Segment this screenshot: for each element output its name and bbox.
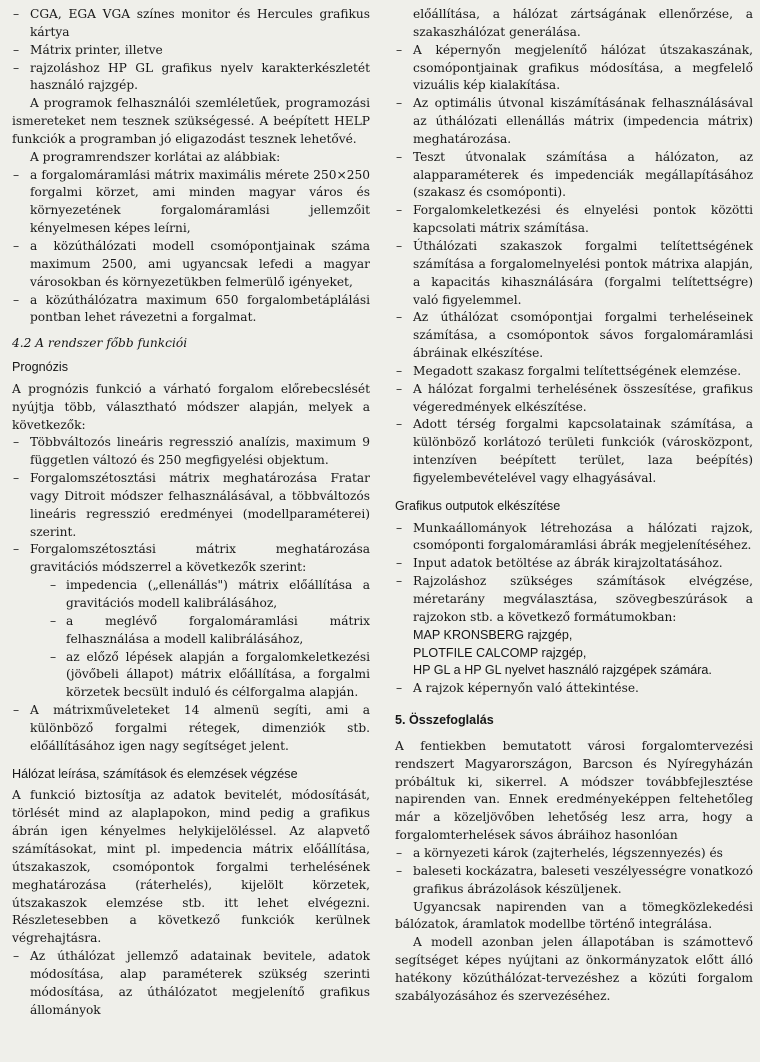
list-item: – Forgalomszétosztási mátrix meghatározása gravitációs módszerrel a következők szerint: xyxy=(12,541,370,577)
format-line: MAP KRONSBERG rajzgép, xyxy=(413,627,573,642)
section-heading: 5. Összefoglalás xyxy=(395,713,494,728)
paragraph: A modell azonban jelen állapotában is számottevő segítséget képes nyújtani az önkormányzatok előtt álló hatékony közúthálózat-tervezéshez a közúti forgalom szabályozásához és szervezéséhez. xyxy=(395,935,753,1003)
list-item: – a közúthálózati modell csomópontjainak száma maximum 2500, ami ugyancsak lefedi a magyar városokban és környezetükben felmerülő igényeket, xyxy=(12,238,370,292)
sub-list-item: – az előző lépések alapján a forgalomkeletkezési (jövőbeli állapot) mátrix előállítása, a forgalmi körzetek becsült induló és célforgalma alapján. xyxy=(12,649,370,703)
list-item: – Forgalomkeletkezési és elnyelési pontok közötti kapcsolati mátrix számítása. xyxy=(395,202,753,238)
paragraph: A prognózis funkció a várható forgalom előrebecslését nyújtja több, választható módszer alapján, melyek a következők: xyxy=(12,381,370,432)
list-item: – Az úthálózat jellemző adatainak bevitele, adatok módosítása, alap paraméterek szükség szerinti módosítása, az úthálózatot megjelenítő grafikus állományok xyxy=(12,948,370,1019)
list-item: – Munkaállományok létrehozása a hálózati rajzok, csomóponti forgalomáramlási ábrák megjelenítéséhez. xyxy=(395,520,753,556)
subsection-title: Grafikus outputok elkészítése xyxy=(395,498,561,513)
right-column xyxy=(395,6,753,1006)
list-item: – rajzoláshoz HP GL grafikus nyelv karakterkészletét használó rajzgép. xyxy=(12,60,370,96)
list-item: – Úthálózati szakaszok forgalmi telítettségének számítása a forgalomelnyelési pontok mátrixa alapján, a kapacitás kihasználására (forgalmi telítettségre) való figyelemmel. xyxy=(395,238,753,309)
subsection-title: Hálózat leírása, számítások és elemzések végzése xyxy=(12,766,298,781)
list-item: – Teszt útvonalak számítása a hálózaton, az alapparaméterek és impedenciák megállapításához (szakasz és csomóponti). xyxy=(395,149,753,203)
paragraph: A programok felhasználói szemléletűek, programozási ismereteket nem tesznek szükségessé. A beépített HELP funkciók a programban jó eligazodást tesznek lehetővé. xyxy=(12,96,370,146)
list-item: – baleseti kockázatra, baleseti veszélyességre vonatkozó grafikus ábrázolások készüljenek. xyxy=(395,863,753,899)
left-column xyxy=(12,6,370,1019)
paragraph: A fentiekben bemutatott városi forgalomtervezési rendszert Magyarországon, Barcson és Nyíregyházán próbáltuk ki, sikerrel. A módszer továbbfejlesztése napirenden van. Ennek eredményeképpen feltehetőleg már a közeljövőben lehetőség lesz arra, hogy a forgalomterhelések sávos ábráihoz hasonlóan xyxy=(395,738,753,843)
paragraph: A funkció biztosítja az adatok bevitelét, módosítását, törlését mind az alaplapokon, mind pedig a grafikus ábrán igen kényelmes helykijelöléssel. Az alapvető számításokat, mint pl. impedencia mátrix előállítása, útszakaszok, csomópontok forgalmi terhelésének meghatározása (ráterhelés), kijelölt körzetek, útszakaszok elemzése stb. itt lehet elvégezni. Részletesebben a következő funkciók kerülnek végrehajtásra. xyxy=(12,788,370,946)
list-item: – a környezeti károk (zajterhelés, légszennyezés) és xyxy=(395,845,753,863)
list-item: – Megadott szakasz forgalmi telítettségének elemzése. xyxy=(395,363,753,381)
list-item: – Az optimális útvonal kiszámításának felhasználásával az úthálózati ellenállás mátrix (impedencia mátrix) meghatározása. xyxy=(395,95,753,149)
list-item: – a forgalomáramlási mátrix maximális mérete 250×250 forgalmi körzet, ami minden magyar város és környezetének forgalomáramlási jellemzőit kényelmesen képes leírni, xyxy=(12,167,370,238)
list-item: – A rajzok képernyőn való áttekintése. xyxy=(395,680,753,698)
section-heading: 4.2 A rendszer főbb funkciói xyxy=(12,336,188,351)
list-item: – Forgalomszétosztási mátrix meghatározása Fratar vagy Ditroit módszer felhasználásával, a többváltozós lineáris regresszió eredményei (modellparaméterei) szerint. xyxy=(12,470,370,541)
list-item: – Többváltozós lineáris regresszió analízis, maximum 9 független változó és 250 megfigyelési objektum. xyxy=(12,434,370,470)
list-item: – Mátrix printer, illetve xyxy=(12,42,370,60)
paragraph: Ugyancsak napirenden van a tömegközlekedési bálózatok, áramlatok modellbe történő integrálása. xyxy=(395,899,753,932)
list-item: – Input adatok betöltése az ábrák kirajzoltatásához. xyxy=(395,555,753,573)
list-item: – Az úthálózat csomópontjai forgalmi terheléseinek számítása, a csomópontok sávos forgalomáramlási ábráinak elkészítése. xyxy=(395,309,753,363)
list-item: – A képernyőn megjelenítő hálózat útszakaszának, csomópontjainak grafikus módosítása, a megfelelő vizuális kép kialakítása. xyxy=(395,42,753,96)
paragraph: A programrendszer korlátai az alábbiak: xyxy=(30,149,281,164)
paragraph: előállítása, a hálózat zártságának ellenőrzése, a szakaszhálózat generálása. xyxy=(413,7,753,39)
sub-list-item: – a meglévő forgalomáramlási mátrix felhasználása a modell kalibrálásához, xyxy=(12,613,370,649)
list-item: – a közúthálózatra maximum 650 forgalombetáplálási pontban lehet rávezetni a forgalmat. xyxy=(12,292,370,328)
subsection-title: Prognózis xyxy=(12,360,69,375)
list-item: – Adott térség forgalmi kapcsolatainak számítása, a különböző korlátozó területi funkciók (városközpont, intenzíven beépített terület, laza beépítés) figyelembevételével vagy elhagyásával. xyxy=(395,416,753,487)
list-item: – Rajzoláshoz szükséges számítások elvégzése, méretarány megválasztása, szövegbeszúrások a rajzokon stb. a következő formátumokban: xyxy=(395,573,753,627)
list-item: – CGA, EGA VGA színes monitor és Hercules grafikus kártya xyxy=(12,6,370,42)
list-item: – A mátrixműveleteket 14 almenü segíti, ami a különböző forgalmi rétegek, dimenziók stb. előállításához igen nagy segítséget jelent. xyxy=(12,702,370,756)
format-line: PLOTFILE CALCOMP rajzgép, xyxy=(413,645,587,660)
sub-list-item: – impedencia („ellenállás") mátrix előállítása a gravitációs modell kalibrálásához, xyxy=(12,577,370,613)
list-item: – A hálózat forgalmi terhelésének összesítése, grafikus végeredmények elkészítése. xyxy=(395,381,753,417)
format-line: HP GL a HP GL nyelvet használó rajzgépek számára. xyxy=(413,663,712,678)
